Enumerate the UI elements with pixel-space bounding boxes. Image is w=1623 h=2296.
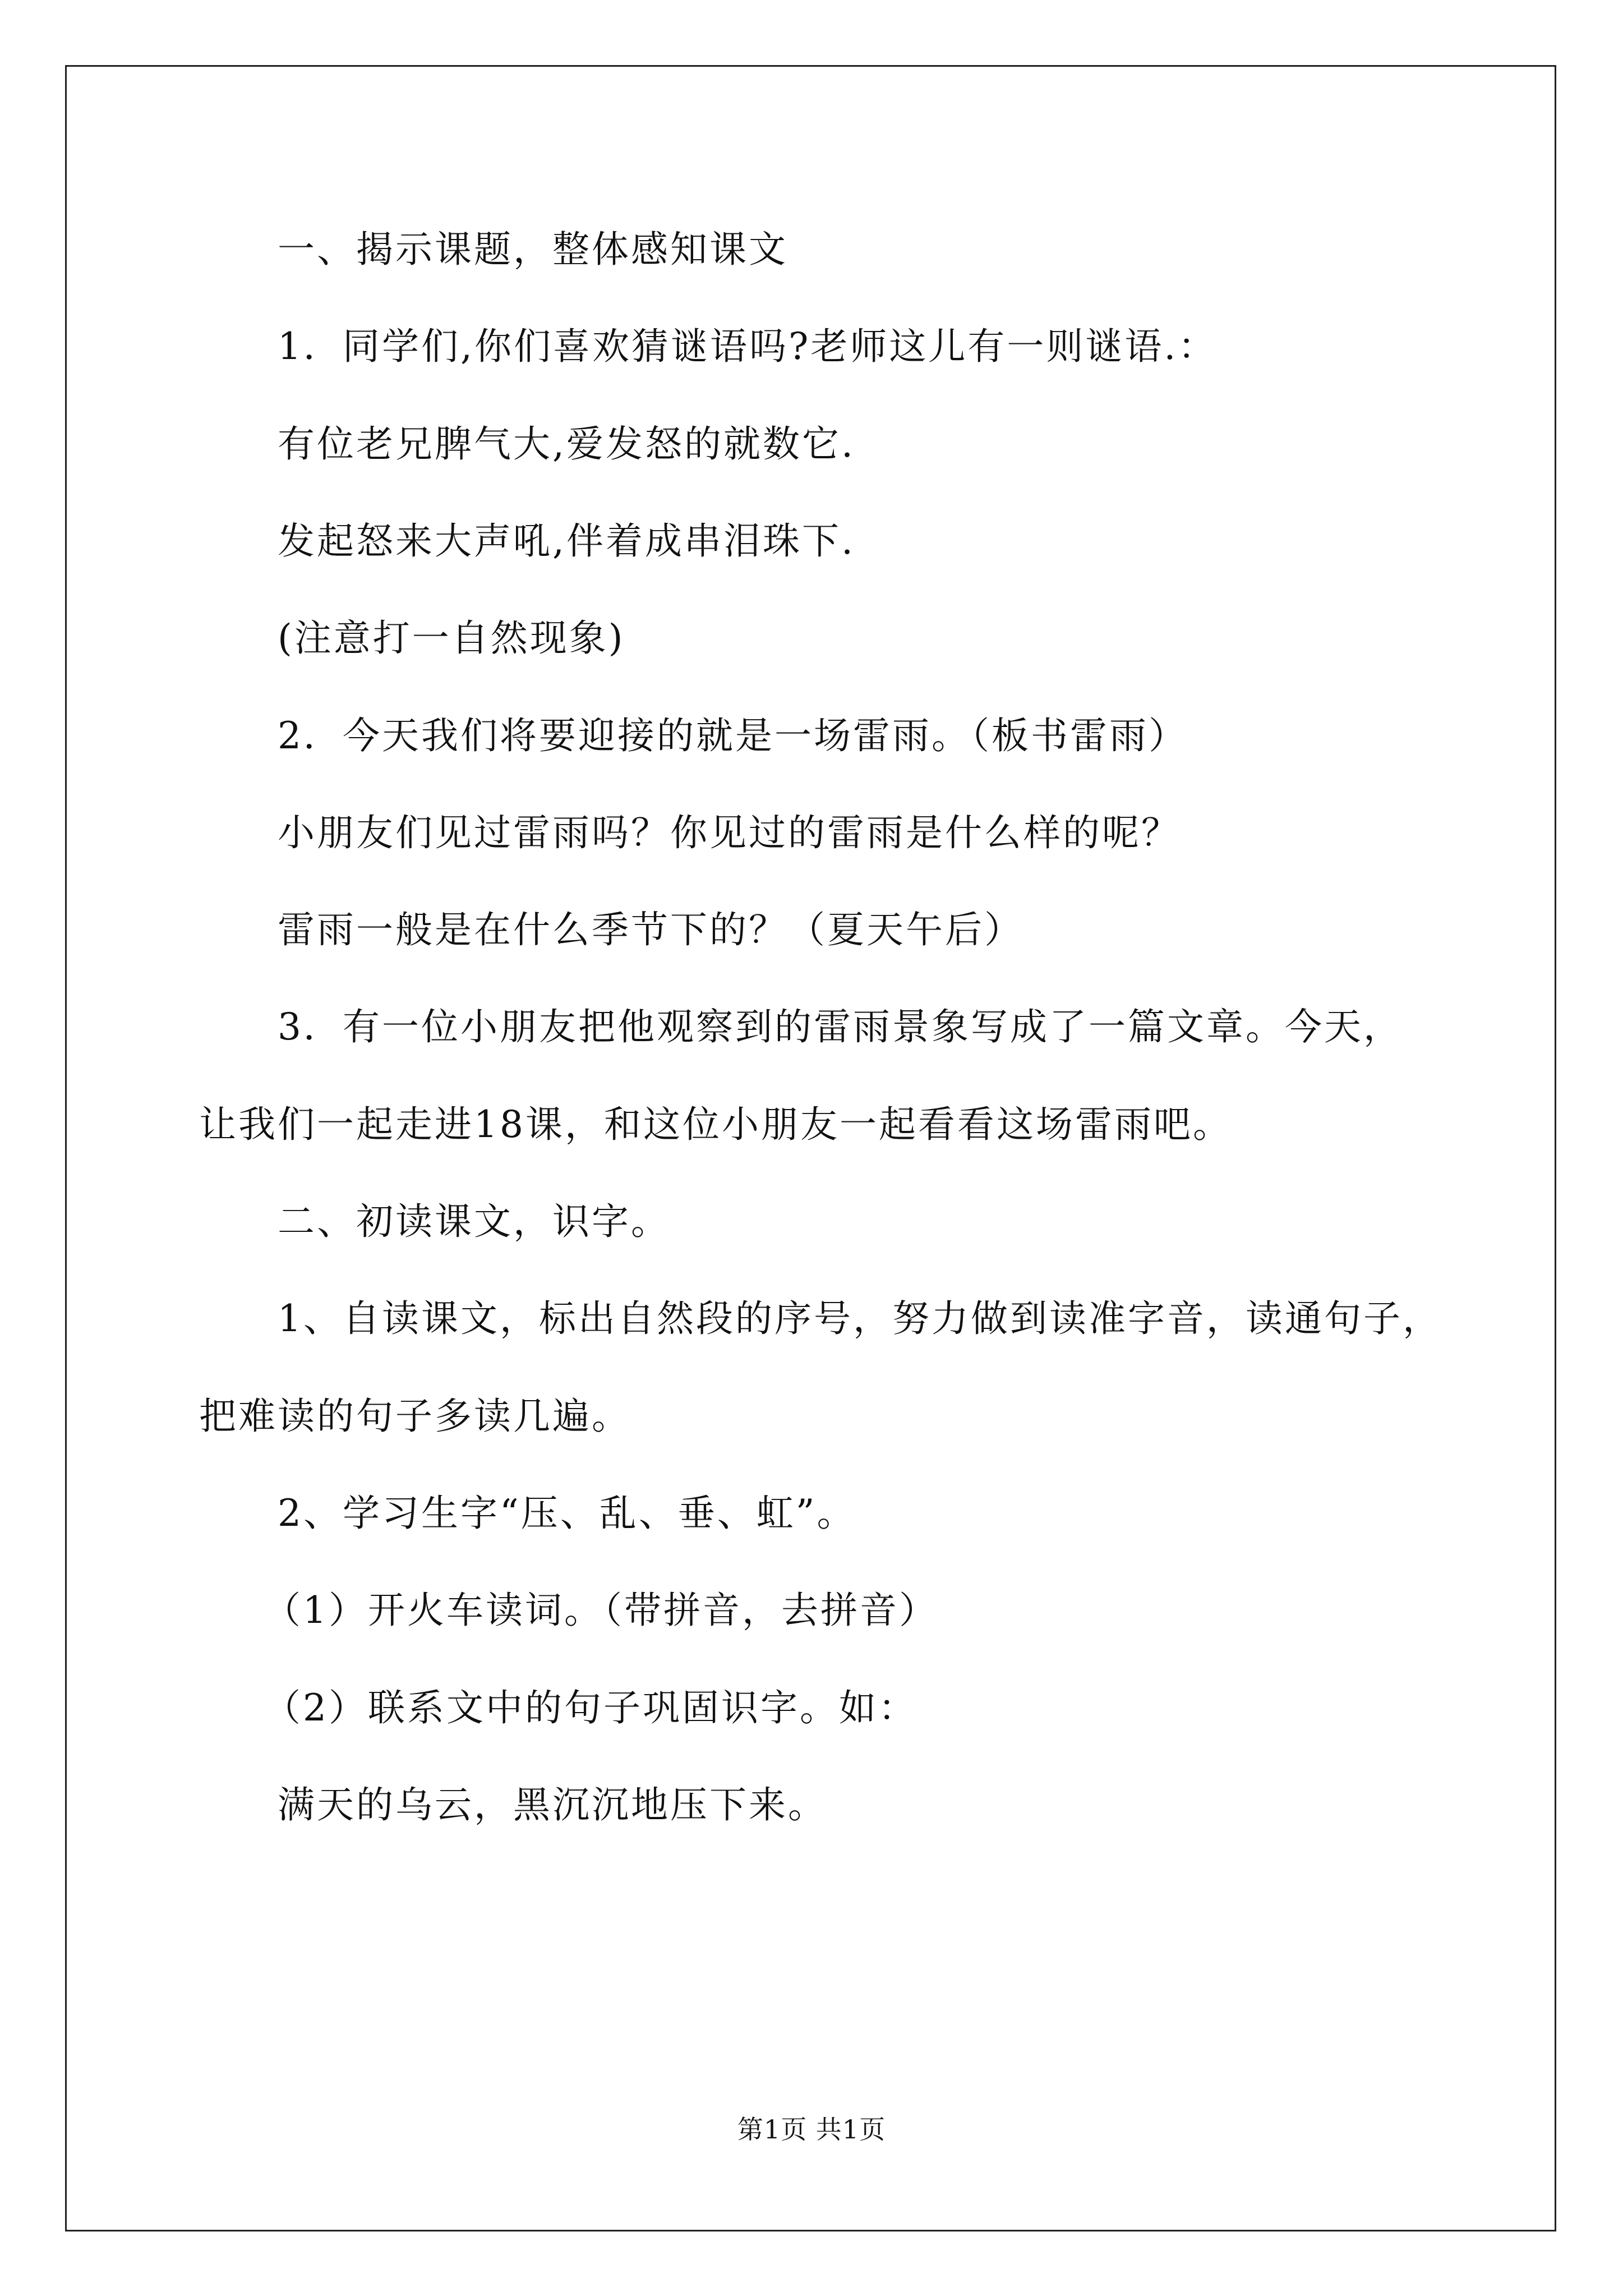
paragraph-line: 雷雨一般是在什么季节下的？（夏天午后） [278,908,1023,951]
paragraph-line: 发起怒来大声吼,伴着成串泪珠下. [278,519,855,563]
page-footer: 第1页 共1页 [737,2114,886,2145]
section-heading-2: 二、初读课文，识字。 [278,1200,670,1243]
paragraph-line: 2、学习生字“压、乱、垂、虹”。 [278,1492,856,1535]
paragraph-line: 2．今天我们将要迎接的就是一场雷雨。（板书雷雨） [278,714,1188,757]
paragraph-line: 满天的乌云，黑沉沉地压下来。 [278,1783,827,1826]
page-border [65,65,1556,2231]
paragraph-line: (注意打一自然现象) [278,616,625,660]
paragraph-line: 1．同学们,你们喜欢猜谜语吗?老师这儿有一则谜语.： [278,325,1218,368]
paragraph-line: 小朋友们见过雷雨吗？你见过的雷雨是什么样的呢？ [278,811,1181,854]
paragraph-line: 把难读的句子多读几遍。 [199,1395,631,1438]
section-heading-1: 一、揭示课题，整体感知课文 [278,228,788,271]
paragraph-line: 有位老兄脾气大,爱发怒的就数它. [278,422,855,466]
paragraph-line: （2）联系文中的句子巩固识字。如： [264,1686,917,1729]
paragraph-line: 3．有一位小朋友把他观察到的雷雨景象写成了一篇文章。今天， [278,1005,1403,1048]
paragraph-line: 让我们一起走进18课，和这位小朋友一起看看这场雷雨吧。 [199,1103,1232,1146]
paragraph-line: （1）开火车读词。（带拼音，去拼音） [264,1589,938,1632]
paragraph-line: 1、自读课文，标出自然段的序号，努力做到读准字音，读通句子， [278,1297,1442,1340]
